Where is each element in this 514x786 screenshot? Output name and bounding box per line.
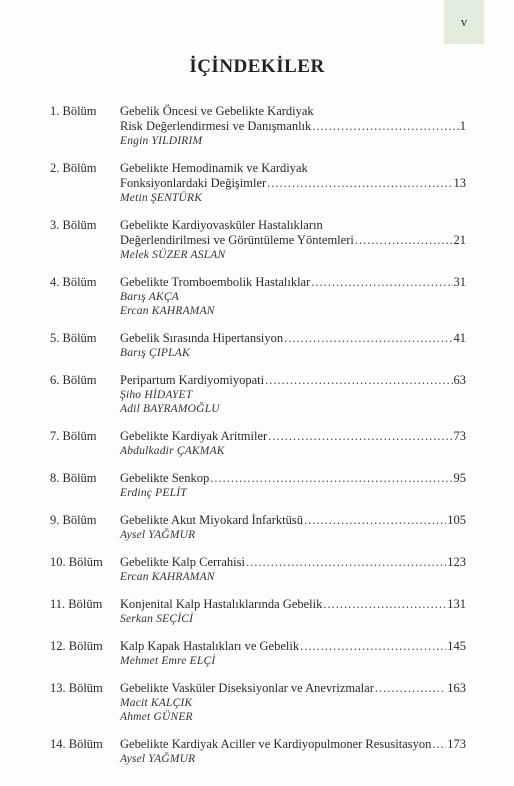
chapter-author: Engin YILDIRIM [120, 135, 203, 147]
chapter-number: 9. Bölüm [50, 513, 97, 527]
chapter-number: 5. Bölüm [50, 331, 97, 345]
toc-entry[interactable] [50, 373, 466, 416]
chapter-number: 12. Bölüm [50, 639, 103, 653]
chapter-title: Değerlendirilmesi ve Görüntüleme Yöntemleri [120, 233, 354, 247]
chapter-number: 6. Bölüm [50, 373, 97, 387]
chapter-number: 10. Bölüm [50, 555, 103, 569]
chapter-page-number: 105 [447, 513, 466, 527]
page-number: v [460, 14, 468, 29]
dot-leader [312, 119, 458, 134]
dot-leader [355, 233, 453, 248]
chapter-title-row [120, 597, 466, 612]
chapter-number: 14. Bölüm [50, 737, 103, 751]
toc-list [0, 104, 514, 779]
chapter-body [120, 331, 466, 360]
chapter-page-number: 145 [447, 639, 466, 653]
chapter-body [120, 218, 466, 262]
chapter-title: Gebelikte Tromboembolik Hastalıklar [120, 275, 311, 289]
chapter-title: Gebelikte Vasküler Diseksiyonlar ve Anevrizmalar [120, 681, 374, 695]
chapter-author: Ercan KAHRAMAN [120, 305, 215, 317]
dot-leader [375, 681, 446, 696]
chapter-number: 3. Bölüm [50, 218, 97, 232]
chapter-body [120, 513, 466, 542]
chapter-title-row [120, 681, 466, 696]
dot-leader [284, 331, 452, 346]
chapter-author: Mehmet Emre ELÇİ [120, 655, 216, 667]
chapter-title: Fonksiyonlardaki Değişimler [120, 176, 267, 190]
chapter-page-number: 31 [453, 275, 466, 289]
chapter-title-row [120, 429, 466, 444]
chapter-author: Barış AKÇA [120, 291, 179, 303]
chapter-title-row [120, 331, 466, 346]
dot-leader [304, 513, 446, 528]
chapter-body [120, 471, 466, 500]
chapter-title: Kalp Kapak Hastalıkları ve Gebelik [120, 639, 300, 653]
chapter-page-number: 163 [447, 681, 466, 695]
dot-leader [267, 176, 452, 191]
chapter-title-row [120, 275, 466, 290]
toc-entry[interactable] [50, 513, 466, 542]
chapter-page-number: 173 [447, 737, 466, 751]
page-number-tab [444, 0, 484, 44]
chapter-author: Aysel YAĞMUR [120, 753, 196, 765]
chapter-author: Aysel YAĞMUR [120, 529, 196, 541]
toc-entry[interactable] [50, 161, 466, 205]
toc-entry[interactable] [50, 471, 466, 500]
toc-entry[interactable] [50, 681, 466, 724]
chapter-title-row [120, 513, 466, 528]
chapter-author: Macit KALÇIK [120, 697, 193, 709]
chapter-body [120, 104, 466, 148]
chapter-number: 8. Bölüm [50, 471, 97, 485]
chapter-author: Adil BAYRAMOĞLU [120, 403, 220, 415]
chapter-title-line: Gebelikte Kardiyovasküler Hastalıkların [120, 218, 323, 232]
chapter-number: 2. Bölüm [50, 161, 97, 175]
toc-heading: İÇİNDEKİLER [189, 56, 325, 77]
dot-leader [432, 737, 446, 752]
chapter-title-row [120, 176, 466, 191]
chapter-page-number: 123 [447, 555, 466, 569]
chapter-page-number: 21 [453, 233, 466, 247]
chapter-body [120, 597, 466, 626]
toc-entry[interactable] [50, 639, 466, 668]
chapter-page-number: 131 [447, 597, 466, 611]
chapter-number: 7. Bölüm [50, 429, 97, 443]
chapter-body [120, 639, 466, 668]
chapter-title: Gebelikte Kardiyak Aritmiler [120, 429, 268, 443]
dot-leader [210, 471, 452, 486]
chapter-title-row [120, 555, 466, 570]
dot-leader [300, 639, 446, 654]
chapter-title: Peripartum Kardiyomiyopati [120, 373, 265, 387]
chapter-body [120, 681, 466, 724]
toc-entry[interactable] [50, 331, 466, 360]
chapter-page-number: 13 [453, 176, 466, 190]
chapter-title: Konjenital Kalp Hastalıklarında Gebelik [120, 597, 323, 611]
chapter-title-row [120, 233, 466, 248]
chapter-author: Erdinç PELİT [120, 487, 187, 499]
chapter-title-row [120, 639, 466, 654]
chapter-title: Gebelikte Kalp Cerrahisi [120, 555, 245, 569]
chapter-title: Gebelikte Kardiyak Aciller ve Kardiyopulmoner Resusitasyon [120, 737, 432, 751]
chapter-title-row [120, 119, 466, 134]
chapter-page-number: 63 [453, 373, 466, 387]
toc-entry[interactable] [50, 275, 466, 318]
toc-entry[interactable] [50, 737, 466, 766]
chapter-author: Serkan SEÇİCİ [120, 613, 194, 625]
chapter-title-line: Gebelikte Hemodinamik ve Kardiyak [120, 161, 308, 175]
toc-entry[interactable] [50, 597, 466, 626]
chapter-title: Gebelikte Akut Miyokard İnfarktüsü [120, 513, 303, 527]
chapter-author: Melek SÜZER ASLAN [120, 249, 226, 261]
chapter-body [120, 429, 466, 458]
dot-leader [311, 275, 452, 290]
dot-leader [246, 555, 446, 570]
chapter-page-number: 1 [459, 119, 466, 133]
chapter-title: Risk Değerlendirmesi ve Danışmanlık [120, 119, 312, 133]
chapter-page-number: 95 [453, 471, 466, 485]
toc-entry[interactable] [50, 555, 466, 584]
chapter-body [120, 275, 466, 318]
chapter-page-number: 73 [453, 429, 466, 443]
chapter-title-row [120, 737, 466, 752]
toc-entry[interactable] [50, 429, 466, 458]
chapter-author: Abdulkadir ÇAKMAK [120, 445, 225, 457]
toc-entry[interactable] [50, 104, 466, 148]
chapter-number: 13. Bölüm [50, 681, 103, 695]
chapter-title: Gebelikte Senkop [120, 471, 210, 485]
chapter-title: Gebelik Sırasında Hipertansiyon [120, 331, 284, 345]
chapter-title-row [120, 471, 466, 486]
chapter-author: Ahmet GÜNER [120, 711, 193, 723]
chapter-number: 1. Bölüm [50, 104, 97, 118]
chapter-body [120, 161, 466, 205]
chapter-title-line: Gebelik Öncesi ve Gebelikte Kardiyak [120, 104, 314, 118]
chapter-page-number: 41 [453, 331, 466, 345]
chapter-author: Barış ÇIPLAK [120, 347, 190, 359]
dot-leader [323, 597, 446, 612]
chapter-body [120, 737, 466, 766]
dot-leader [268, 429, 452, 444]
dot-leader [265, 373, 452, 388]
chapter-number: 11. Bölüm [50, 597, 103, 611]
chapter-body [120, 373, 466, 416]
chapter-number: 4. Bölüm [50, 275, 97, 289]
chapter-title-row [120, 373, 466, 388]
toc-entry[interactable] [50, 218, 466, 262]
chapter-author: Metin ŞENTÜRK [120, 192, 203, 204]
chapter-body [120, 555, 466, 584]
chapter-author: Ercan KAHRAMAN [120, 571, 215, 583]
chapter-author: Şiho HİDAYET [120, 389, 193, 401]
